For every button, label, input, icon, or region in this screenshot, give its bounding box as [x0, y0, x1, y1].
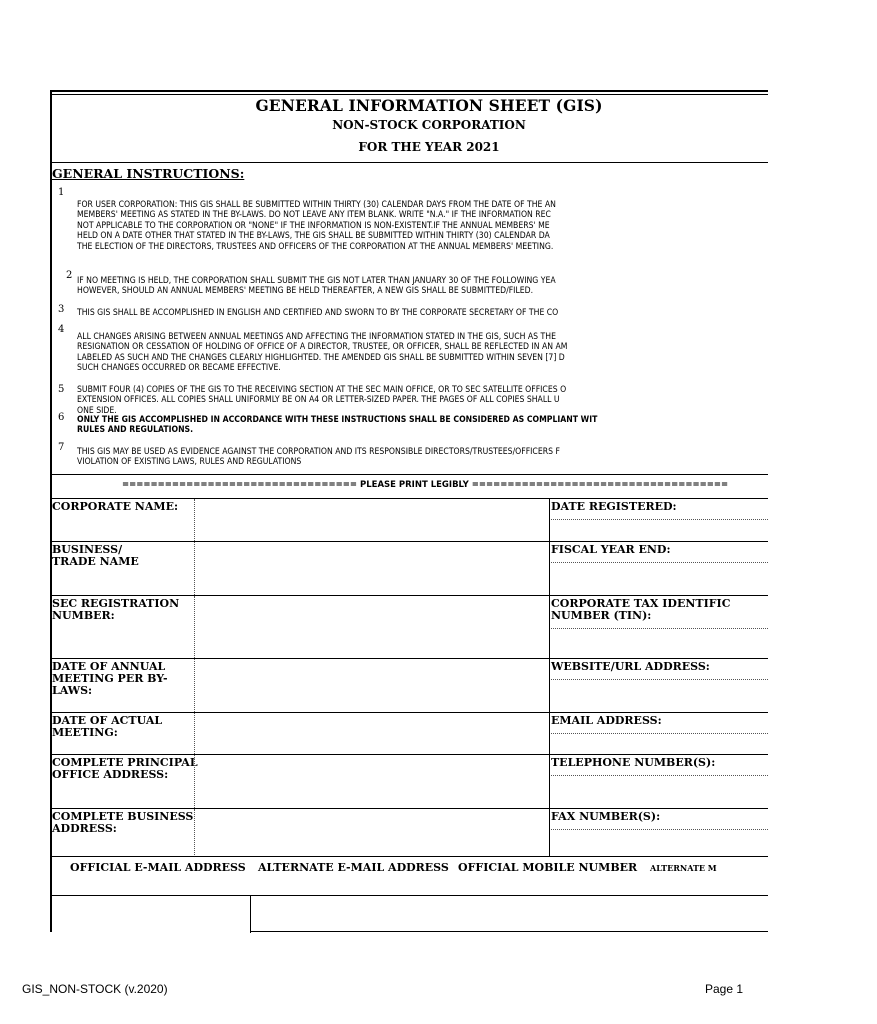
form-row-corporate-name	[50, 498, 768, 543]
dotted-rule	[551, 733, 768, 734]
contact-row	[50, 856, 768, 933]
alternate-mobile-header: ALTERNATE M	[650, 863, 717, 873]
trade-name-label: BUSINESS/ TRADE NAME	[52, 543, 139, 568]
sheet-top-border-inner	[50, 94, 768, 95]
official-mobile-header: OFFICIAL MOBILE NUMBER	[458, 861, 638, 874]
page-number: Page 1	[705, 982, 744, 996]
instruction-number: 7	[58, 442, 65, 453]
dotted-rule	[551, 628, 768, 629]
instruction-text: FOR USER CORPORATION: THIS GIS SHALL BE SUBMITTED WITHIN THIRTY (30) CALENDAR DAYS FROM THE DATE OF THE AN MEMBERS' MEETING AS STATED IN THE BY-LAWS. DO NOT LEAVE ANY ITEM BLANK. WRITE "N.A." IF THE INFORMATION REC NOT APPLICABLE TO THE CORPORATION OR "NONE" IF THE INFORMATION IS NON-EXISTENT.IF THE ANNUAL MEMBERS' ME HELD ON A DATE OTHER THAT STATED IN THE BY-LAWS, THE GIS SHALL BE SUBMITTED WITHIN THIRTY (30) CALENDAR DA THE ELECTION OF THE DIRECTORS, TRUSTEES AND OFFICERS OF THE CORPORATION AT THE ANNUAL MEMBERS' MEETING.	[77, 200, 556, 252]
telephone-label: TELEPHONE NUMBER(S):	[551, 756, 716, 769]
principal-office-label: COMPLETE PRINCIPAL OFFICE ADDRESS:	[52, 756, 198, 781]
dotted-rule	[551, 562, 768, 563]
form-header	[50, 96, 808, 154]
instruction-text: IF NO MEETING IS HELD, THE CORPORATION SHALL SUBMIT THE GIS NOT LATER THAN JANUARY 30 OF THE FOLLOWING YEA HOWEVER, SHOULD AN ANNUAL MEMBERS' MEETING BE HELD THEREAFTER, A NEW GIS SHALL BE SUBMITTED/FILED.	[77, 276, 556, 297]
instruction-number: 6	[58, 412, 65, 423]
column-divider	[549, 809, 550, 857]
instruction-number: 5	[58, 384, 65, 395]
field-divider	[194, 596, 195, 660]
header-separator	[50, 162, 768, 163]
form-row-actual-meeting	[50, 712, 768, 756]
business-address-label: COMPLETE BUSINESS ADDRESS:	[52, 810, 194, 835]
instruction-number: 1	[58, 187, 65, 198]
field-divider	[194, 659, 195, 714]
corporate-name-label: CORPORATE NAME:	[52, 500, 179, 513]
dotted-rule	[551, 775, 768, 776]
form-row-annual-meeting	[50, 658, 768, 714]
column-divider	[549, 499, 550, 543]
sec-registration-label: SEC REGISTRATION NUMBER:	[52, 597, 180, 622]
form-row-principal-office	[50, 754, 768, 810]
alternate-email-header: ALTERNATE E-MAIL ADDRESS	[258, 861, 449, 874]
column-divider	[549, 542, 550, 597]
instruction-number: 3	[58, 304, 65, 315]
form-row-sec-registration	[50, 595, 768, 660]
instruction-text: ONLY THE GIS ACCOMPLISHED IN ACCORDANCE WITH THESE INSTRUCTIONS SHALL BE CONSIDERED AS COMPLIANT WIT RULES AND REGULATIONS.	[77, 415, 598, 436]
instruction-number: 4	[58, 324, 65, 335]
form-code-footer: GIS_NON-STOCK (v.2020)	[22, 982, 168, 996]
contact-row-bottom	[250, 931, 768, 932]
form-title: GENERAL INFORMATION SHEET (GIS)	[255, 96, 603, 115]
form-subtitle: NON-STOCK CORPORATION	[332, 118, 526, 132]
contact-row-divider	[50, 895, 768, 896]
annual-meeting-date-label: DATE OF ANNUAL MEETING PER BY- LAWS:	[52, 660, 168, 697]
instruction-text: SUBMIT FOUR (4) COPIES OF THE GIS TO THE RECEIVING SECTION AT THE SEC MAIN OFFICE, OR TO SEC SATELLITE OFFICES O EXTENSION OFFICES. ALL COPIES SHALL UNIFORMLY BE ON A4 OR LETTER-SIZED PAPER. THE PAGES OF ALL COPIES SHALL U ONE SIDE.	[77, 385, 567, 416]
website-label: WEBSITE/URL ADDRESS:	[551, 660, 710, 673]
instruction-text: ALL CHANGES ARISING BETWEEN ANNUAL MEETINGS AND AFFECTING THE INFORMATION STATED IN THE GIS, SUCH AS THE RESIGNATION OR CESSATION OF HOLDING OF OFFICE OF A DIRECTOR, TRUSTEE, OR OFFICER, SHALL BE REFLECTED IN AN AM LABELED AS SUCH AND THE CHANGES CLEARLY HIGHLIGHTED. THE AMENDED GIS SHALL BE SUBMITTED WITHIN SEVEN [7] D SUCH CHANGES OCCURRED OR BECAME EFFECTIVE.	[77, 332, 568, 374]
field-divider	[194, 542, 195, 597]
dotted-rule	[551, 829, 768, 830]
gis-form-sheet	[50, 90, 768, 932]
field-divider	[194, 713, 195, 756]
form-row-trade-name	[50, 541, 768, 597]
dotted-rule	[551, 519, 768, 520]
field-divider	[194, 809, 195, 857]
actual-meeting-date-label: DATE OF ACTUAL MEETING:	[52, 714, 163, 739]
date-registered-label: DATE REGISTERED:	[551, 500, 677, 513]
sheet-top-border	[50, 90, 768, 92]
print-legibly-separator	[50, 474, 768, 475]
dotted-rule	[551, 679, 768, 680]
form-year: FOR THE YEAR 2021	[358, 140, 500, 154]
print-legibly-banner: ================================= PLEASE PRINT LEGIBLY ====================================	[122, 480, 729, 490]
official-email-header: OFFICIAL E-MAIL ADDRESS	[70, 861, 246, 874]
email-address-label: EMAIL ADDRESS:	[551, 714, 662, 727]
contact-column-divider	[250, 895, 251, 933]
column-divider	[549, 713, 550, 756]
instruction-number: 2	[66, 270, 73, 281]
fax-label: FAX NUMBER(S):	[551, 810, 661, 823]
column-divider	[549, 659, 550, 714]
instruction-text: THIS GIS MAY BE USED AS EVIDENCE AGAINST THE CORPORATION AND ITS RESPONSIBLE DIRECTORS/TRUSTEES/OFFICERS F VIOLATION OF EXISTING LAWS, RULES AND REGULATIONS	[77, 447, 560, 468]
instruction-text: THIS GIS SHALL BE ACCOMPLISHED IN ENGLISH AND CERTIFIED AND SWORN TO BY THE CORPORATE SECRETARY OF THE CO	[77, 308, 559, 318]
tin-label: CORPORATE TAX IDENTIFIC NUMBER (TIN):	[551, 597, 731, 622]
column-divider	[549, 755, 550, 810]
field-divider	[194, 755, 195, 810]
field-divider	[194, 499, 195, 543]
column-divider	[549, 596, 550, 660]
form-row-business-address	[50, 808, 768, 857]
fiscal-year-end-label: FISCAL YEAR END:	[551, 543, 671, 556]
instructions-heading: GENERAL INSTRUCTIONS:	[52, 166, 245, 181]
